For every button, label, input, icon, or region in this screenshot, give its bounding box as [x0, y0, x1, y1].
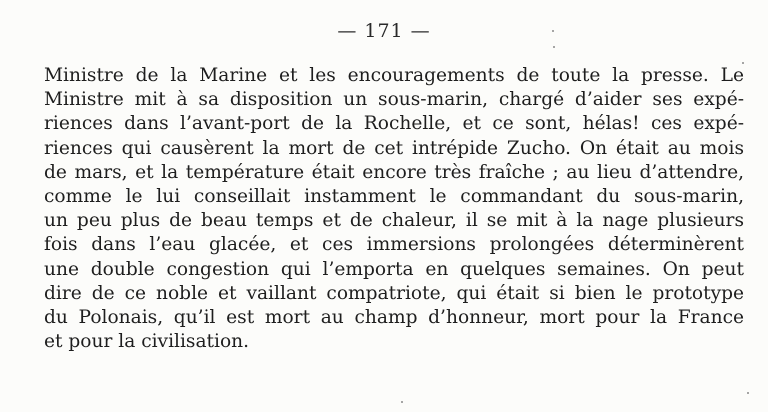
paper-speck — [742, 62, 744, 64]
text-line-7: un peu plus de beau temps et de chaleur, il se mit à la nage plusieurs — [44, 210, 744, 232]
paper-speck — [401, 401, 403, 403]
text-line-10: dire de ce noble et vaillant compatriote, qui était si bien le prototype — [44, 282, 744, 304]
text-line-12: et pour la civilisation. — [44, 331, 250, 353]
text-line-4: riences qui causèrent la mort de cet intrépide Zucho. On était au mois — [44, 137, 744, 159]
text-line-6: comme le lui conseillait instamment le commandant du sous-marin, — [44, 185, 744, 207]
body-paragraph — [44, 64, 744, 354]
paper-speck — [553, 46, 555, 48]
paper-speck — [747, 392, 749, 394]
text-line-3: riences dans l’avant-port de la Rochelle, et ce sont, hélas! ces expé- — [44, 113, 744, 135]
paper-speck — [552, 30, 554, 32]
page-number: — 171 — — [337, 20, 431, 42]
text-line-8: fois dans l’eau glacée, et ces immersions prolongées déterminèrent — [44, 234, 744, 256]
text-line-9: une double congestion qui l’emporta en quelques semaines. On peut — [44, 258, 744, 280]
text-line-5: de mars, et la température était encore très fraîche ; au lieu d’attendre, — [44, 161, 744, 183]
text-line-1: Ministre de la Marine et les encouragements de toute la presse. Le — [44, 65, 744, 86]
text-line-11: du Polonais, qu’il est mort au champ d’honneur, mort pour la France — [44, 306, 744, 328]
text-line-2: Ministre mit à sa disposition un sous-marin, chargé d’aider ses expé- — [44, 89, 744, 111]
